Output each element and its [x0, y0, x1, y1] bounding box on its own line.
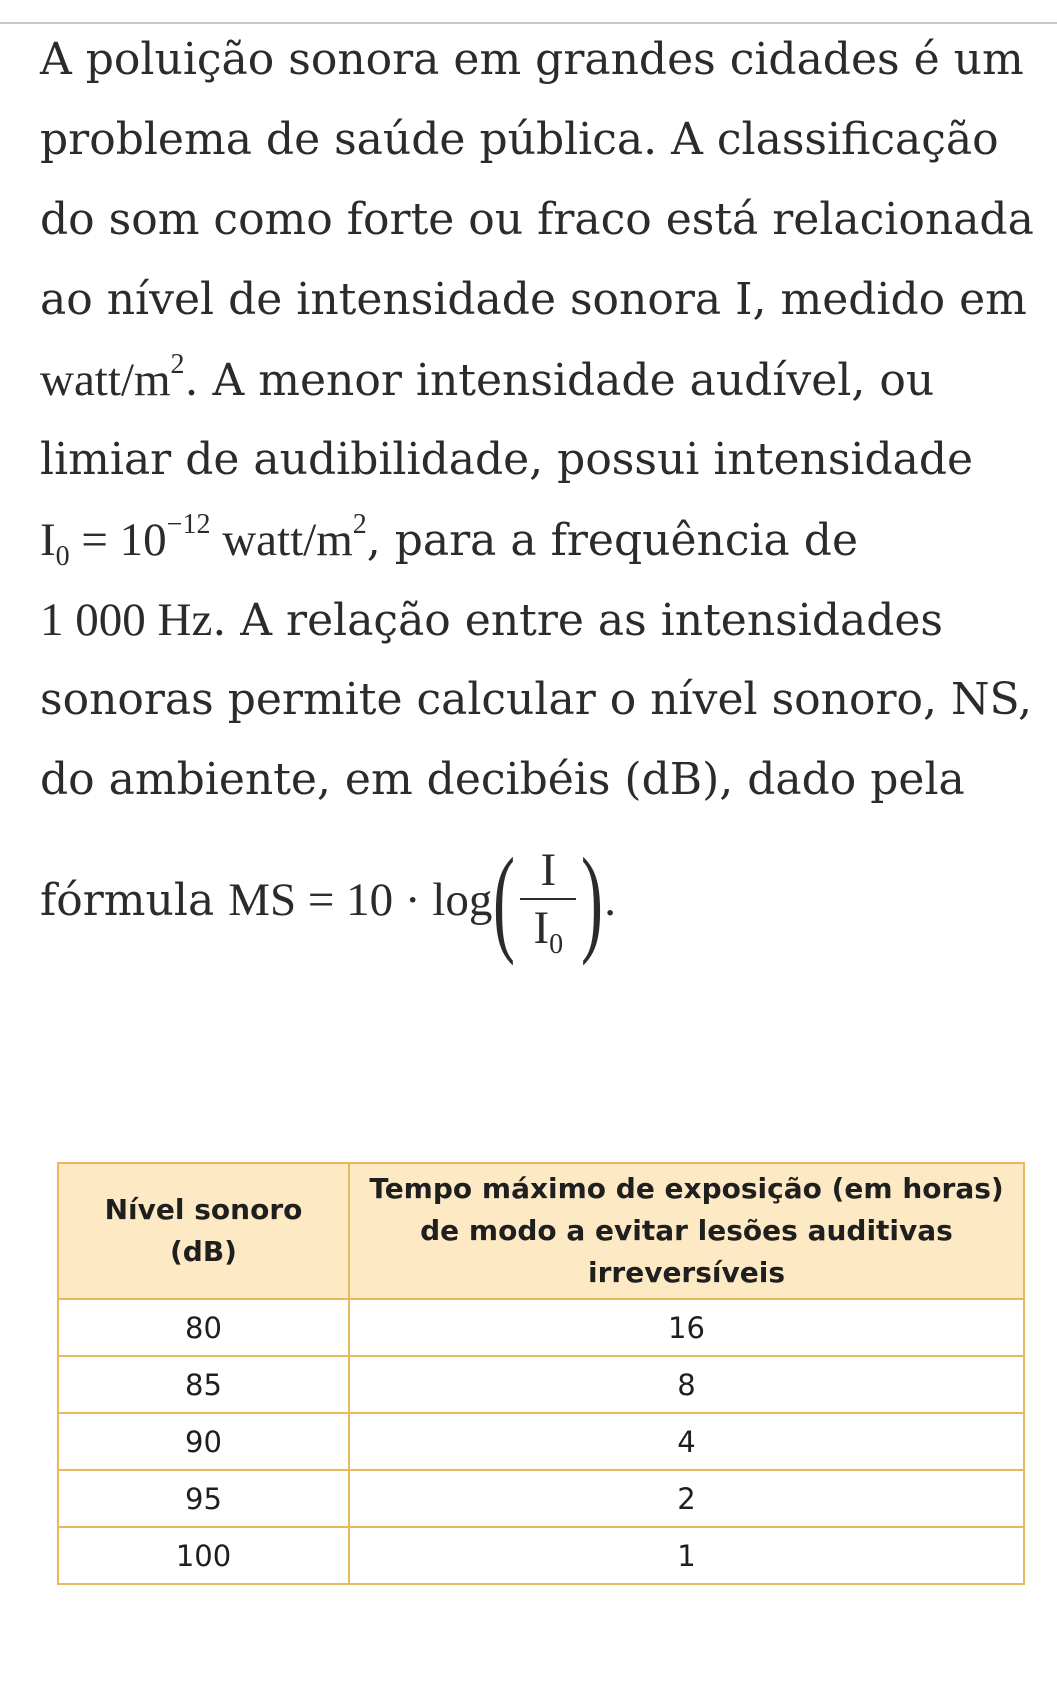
cell-exposure-hours: 16	[349, 1299, 1024, 1356]
fraction-denominator: $I_0$	[533, 902, 564, 960]
text-line: do ambiente, em decibéis (dB), dado pela	[40, 754, 965, 805]
table-row	[58, 1470, 1024, 1527]
formula-period: .	[604, 874, 617, 926]
cell-sound-level: 80	[58, 1299, 349, 1356]
cell-sound-level: 95	[58, 1470, 349, 1527]
cell-sound-level: 100	[58, 1527, 349, 1584]
table-header-row	[58, 1163, 1024, 1299]
text-line: problema de saúde pública. A classificação	[40, 114, 999, 165]
header-sound-level: Nível sonoro (dB)	[58, 1163, 349, 1299]
left-parenthesis: (	[493, 833, 516, 966]
exposure-time-table	[57, 1162, 1025, 1585]
threshold-intensity-formula: $I_0 = 10^{-12}$ watt/$m^2$	[40, 509, 367, 572]
text-line: A poluição sonora em grandes cidades é um	[40, 34, 1024, 85]
text-line: sonoras permite calcular o nível sonoro, NS,	[40, 674, 1033, 725]
formula-label: fórmula	[40, 874, 215, 926]
table-row	[58, 1413, 1024, 1470]
cell-exposure-hours: 8	[349, 1356, 1024, 1413]
header-max-exposure-time: Tempo máximo de exposição (em horas) de modo a evitar lesões auditivas irreversíveis	[349, 1163, 1024, 1299]
table-row	[58, 1356, 1024, 1413]
problem-statement	[40, 20, 1040, 820]
right-parenthesis: )	[581, 833, 604, 966]
text-line: 1 000 Hz. A relação entre as intensidades	[40, 594, 943, 646]
table-row	[58, 1527, 1024, 1584]
cell-sound-level: 90	[58, 1413, 349, 1470]
text-line: limiar de audibilidade, possui intensidade	[40, 434, 974, 485]
text-line: ao nível de intensidade sonora I, medido em	[40, 274, 1027, 325]
table-row	[58, 1299, 1024, 1356]
cell-exposure-hours: 4	[349, 1413, 1024, 1470]
cell-exposure-hours: 2	[349, 1470, 1024, 1527]
unit-watt-per-m2: watt/$m^2$	[40, 349, 185, 406]
text-line: do som como forte ou fraco está relacionada	[40, 194, 1034, 245]
fraction-numerator: I	[540, 844, 557, 896]
cell-exposure-hours: 1	[349, 1527, 1024, 1584]
intensity-ratio-fraction	[520, 844, 576, 960]
text-line: $I_0 = 10^{-12}$ watt/$m^2$, para a frequência de	[40, 509, 858, 572]
cell-sound-level: 85	[58, 1356, 349, 1413]
formula-expression: MS = 10 · log	[228, 874, 493, 926]
frequency-value: 1 000 Hz	[40, 594, 213, 646]
sound-level-formula	[40, 833, 617, 966]
text-line: watt/$m^2$. A menor intensidade audível, ou	[40, 349, 935, 406]
